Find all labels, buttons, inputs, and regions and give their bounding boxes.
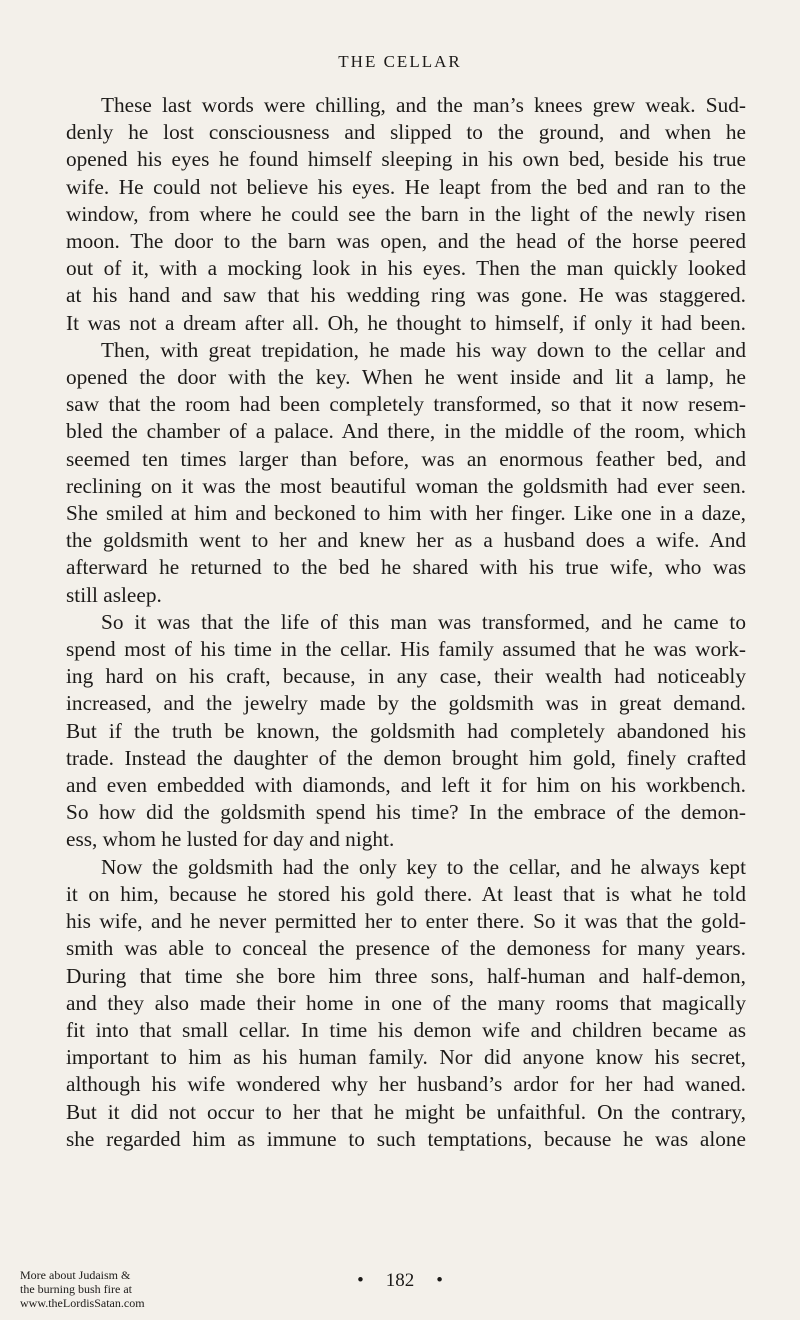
text-line: denly he lost consciousness and slipped to the ground, and when he bbox=[66, 120, 746, 145]
running-header: THE CELLAR bbox=[338, 52, 462, 71]
text-line: So how did the goldsmith spend his time? In the embrace of the demon- bbox=[66, 800, 746, 825]
footer-note-line: More about Judaism & bbox=[20, 1268, 131, 1282]
text-line: Then, with great trepidation, he made his way down to the cellar and bbox=[101, 337, 746, 362]
bullet-ornament: • bbox=[357, 1270, 364, 1291]
text-line: afterward he returned to the bed he shared with his true wife, who was bbox=[66, 555, 746, 580]
text-line: fit into that small cellar. In time his demon wife and children became as bbox=[66, 1017, 746, 1042]
text-line: Now the goldsmith had the only key to the cellar, and he always kept bbox=[101, 854, 746, 879]
text-line: wife. He could not believe his eyes. He leapt from the bed and ran to the bbox=[66, 174, 746, 199]
footer-note bbox=[20, 1268, 210, 1310]
text-line: it on him, because he stored his gold there. At least that is what he told bbox=[66, 881, 746, 906]
text-line: These last words were chilling, and the man’s knees grew weak. Sud- bbox=[101, 93, 746, 117]
text-line: But it did not occur to her that he might be unfaithful. On the contrary, bbox=[66, 1099, 746, 1124]
text-line: ess, whom he lusted for day and night. bbox=[66, 827, 395, 852]
text-line: increased, and the jewelry made by the goldsmith was in great demand. bbox=[66, 691, 746, 716]
footer-note-url[interactable]: www.theLordisSatan.com bbox=[20, 1296, 145, 1310]
text-line: his wife, and he never permitted her to enter there. So it was that the gold- bbox=[66, 909, 746, 934]
text-line: trade. Instead the daughter of the demon brought him gold, finely crafted bbox=[66, 745, 746, 770]
text-line: and even embedded with diamonds, and left it for him on his workbench. bbox=[66, 773, 746, 798]
text-line: and they also made their home in one of the many rooms that magically bbox=[66, 990, 746, 1015]
text-line: the goldsmith went to her and knew her as a husband does a wife. And bbox=[66, 528, 746, 553]
body-text bbox=[66, 92, 746, 1153]
text-line: still asleep. bbox=[66, 582, 162, 607]
text-line: smith was able to conceal the presence of the demoness for many years. bbox=[66, 936, 746, 961]
text-line: seemed ten times larger than before, was an enormous feather bed, and bbox=[66, 446, 746, 471]
page-number-value: 182 bbox=[385, 1270, 415, 1291]
text-line: window, from where he could see the barn in the light of the newly risen bbox=[66, 201, 746, 226]
text-line: although his wife wondered why her husband’s ardor for her had waned. bbox=[66, 1072, 746, 1097]
text-line: ing hard on his craft, because, in any case, their wealth had noticeably bbox=[66, 664, 746, 689]
text-line: bled the chamber of a palace. And there, in the middle of the room, which bbox=[66, 419, 746, 444]
text-line: saw that the room had been completely transformed, so that it now resem- bbox=[66, 392, 746, 417]
text-line: She smiled at him and beckoned to him with her finger. Like one in a daze, bbox=[66, 501, 746, 526]
text-line: out of it, with a mocking look in his eyes. Then the man quickly looked bbox=[66, 256, 746, 281]
text-line: important to him as his human family. Nor did anyone know his secret, bbox=[66, 1045, 746, 1070]
footer-note-line: the burning bush fire at bbox=[20, 1282, 132, 1296]
text-line: spend most of his time in the cellar. His family assumed that he was work- bbox=[66, 637, 746, 662]
text-line: opened the door with the key. When he went inside and lit a lamp, he bbox=[66, 365, 746, 390]
text-line: But if the truth be known, the goldsmith had completely abandoned his bbox=[66, 718, 746, 743]
text-line: It was not a dream after all. Oh, he thought to himself, if only it had been. bbox=[66, 310, 746, 335]
bullet-ornament: • bbox=[436, 1270, 443, 1291]
text-line: at his hand and saw that his wedding ring was gone. He was staggered. bbox=[66, 283, 746, 308]
text-line: During that time she bore him three sons, half-human and half-demon, bbox=[66, 963, 746, 988]
text-line: moon. The door to the barn was open, and the head of the horse peered bbox=[66, 229, 746, 254]
text-line: So it was that the life of this man was transformed, and he came to bbox=[101, 609, 746, 634]
text-line: she regarded him as immune to such temptations, because he was alone bbox=[66, 1126, 746, 1151]
text-line: opened his eyes he found himself sleeping in his own bed, beside his true bbox=[66, 147, 746, 172]
text-line: reclining on it was the most beautiful woman the goldsmith had ever seen. bbox=[66, 473, 746, 498]
